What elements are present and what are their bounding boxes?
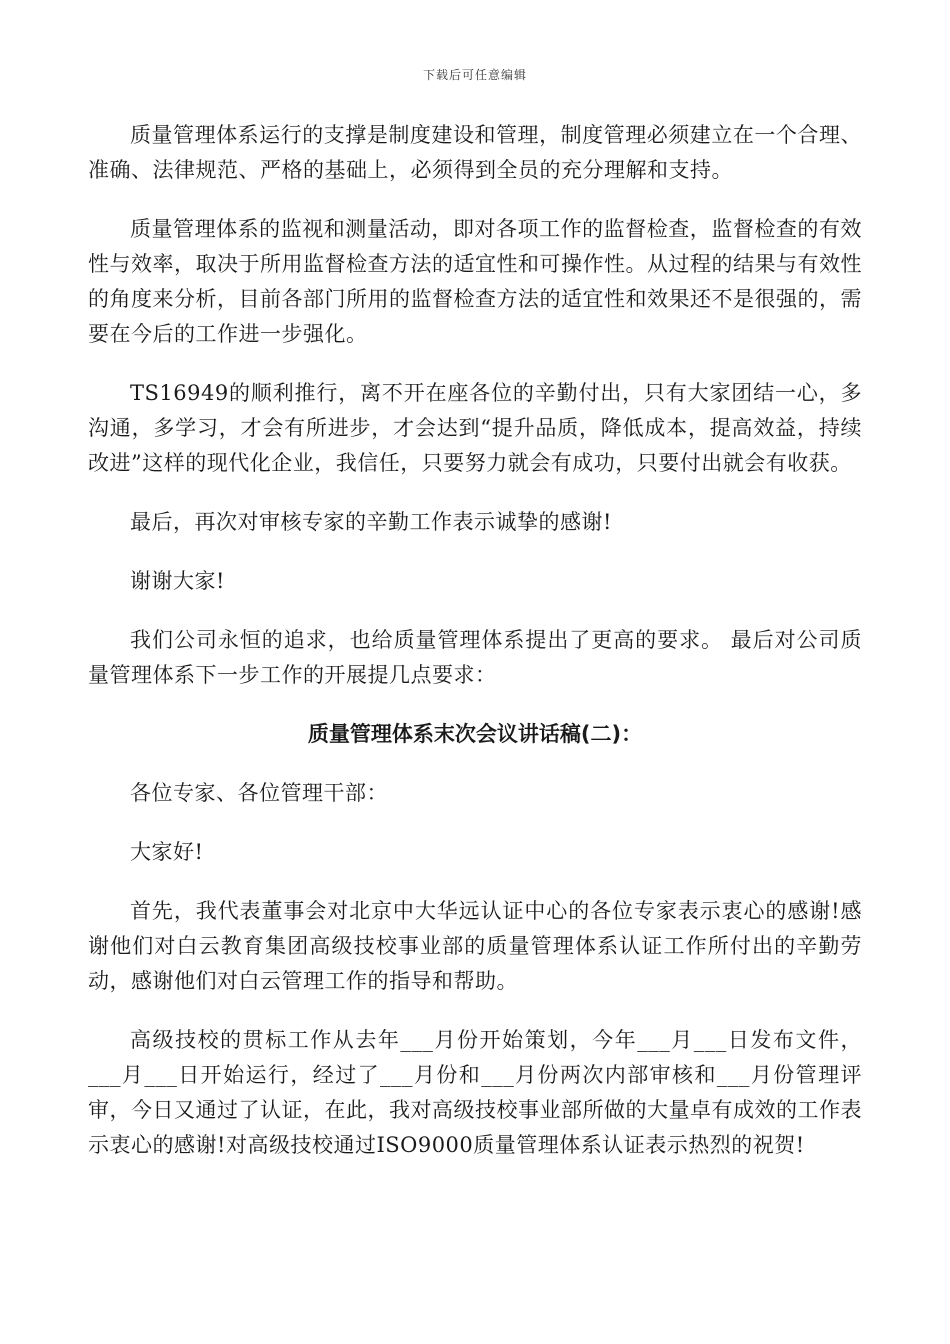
paragraph-system-support: 质量管理体系运行的支撑是制度建设和管理，制度管理必须建立在一个合理、准确、法律规范、严格的基础上，必须得到全员的充分理解和支持。 — [88, 123, 862, 182]
paragraph-thank-you: 谢谢大家! — [130, 569, 225, 593]
paragraph-salutation: 各位专家、各位管理干部： — [130, 781, 388, 805]
paragraph-certification-timeline: 高级技校的贯标工作从去年___月份开始策划，今年___月___日发布文件，___月___日开始运行，经过了___月份和___月份两次内部审核和___月份管理评审，今日又通过了认证，在此，我对高级技校事业部所做的大量卓有成效的工作表示衷心的感谢!对高级技校通过ISO9000质量管理体系认证表示热烈的祝贺! — [88, 1028, 862, 1157]
paragraph-thanks-auditors: 最后，再次对审核专家的辛勤工作表示诚挚的感谢! — [130, 510, 612, 534]
paragraph-ts16949: TS16949的顺利推行，离不开在座各位的辛勤付出，只有大家团结一心，多沟通，多学习，才会有所进步，才会达到“提升品质，降低成本，提高效益，持续改进”这样的现代化企业，我信任，只要努力就会有成功，只要付出就会有收获。 — [88, 381, 862, 475]
paragraph-monitoring-measurement: 质量管理体系的监视和测量活动，即对各项工作的监督检查，监督检查的有效性与效率，取决于所用监督检查方法的适宜性和可操作性。从过程的结果与有效性的角度来分析，目前各部门所用的监督检查方法的适宜性和效果还不是很强的，需要在今后的工作进一步强化。 — [88, 217, 862, 346]
section-title: 质量管理体系末次会议讲话稿(二)： — [307, 722, 643, 746]
paragraph-board-thanks: 首先，我代表董事会对北京中大华远认证中心的各位专家表示衷心的感谢!感谢他们对白云教育集团高级技校事业部的质量管理体系认证工作所付出的辛勤劳动，感谢他们对白云管理工作的指导和帮助。 — [88, 899, 862, 993]
paragraph-requirements: 我们公司永恒的追求，也给质量管理体系提出了更高的要求。 最后对公司质量管理体系下一步工作的开展提几点要求： — [88, 628, 862, 687]
document-body — [88, 118, 862, 1187]
paragraph-greeting: 大家好! — [130, 840, 204, 864]
page-header-note: 下载后可任意编辑 — [422, 68, 527, 82]
